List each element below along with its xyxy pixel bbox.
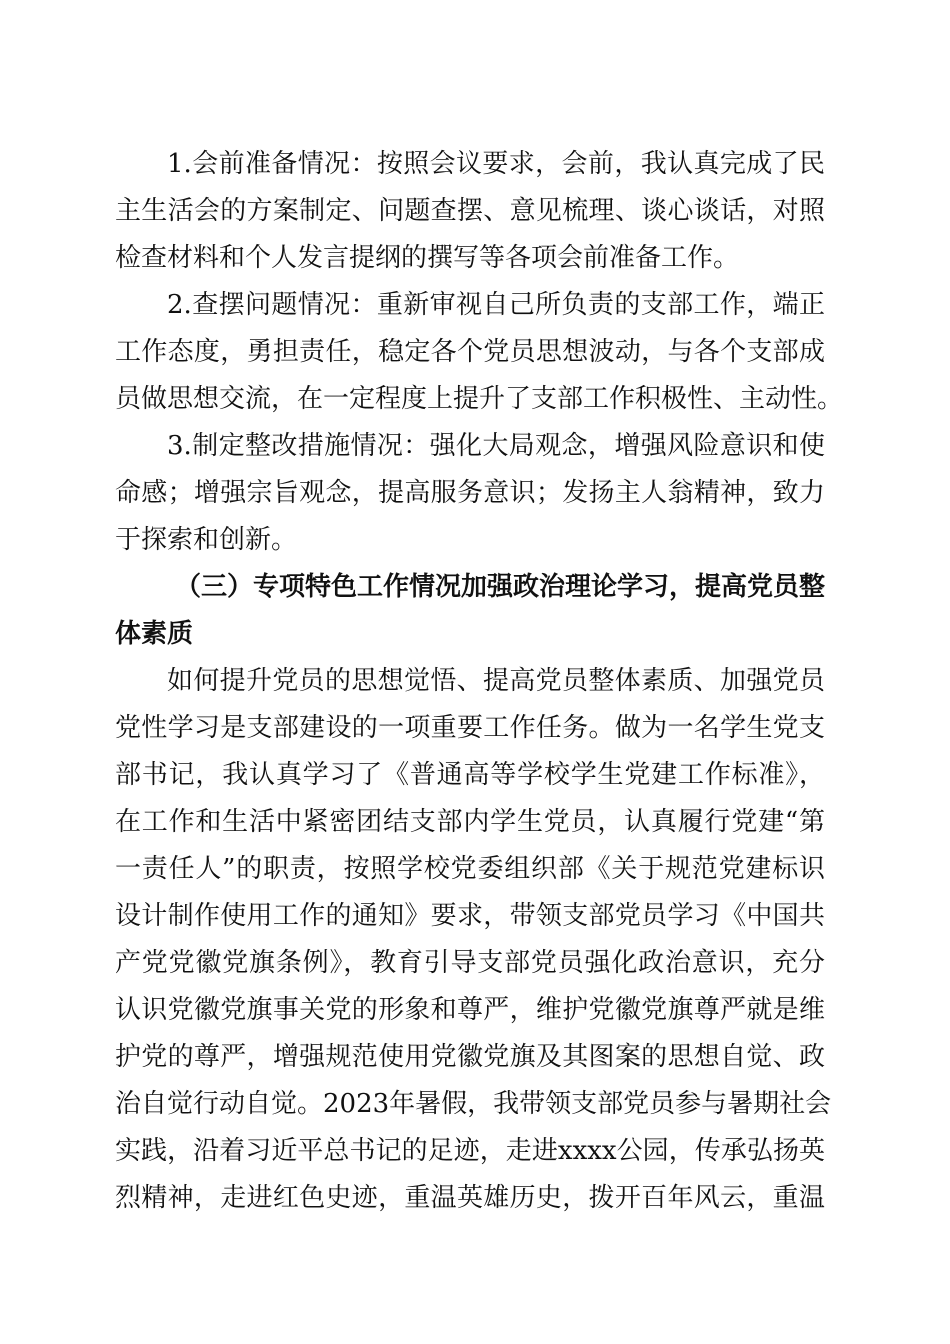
- text-line: 主生活会的方案制定、问题查摆、意见梳理、谈心谈话，对照: [115, 196, 825, 226]
- text-line: 员做思想交流，在一定程度上提升了支部工作积极性、主动性。: [115, 384, 844, 414]
- text-line: 产党党徽党旗条例》，教育引导支部党员强化政治意识，充分: [115, 948, 825, 978]
- text-line: 护党的尊严，增强规范使用党徽党旗及其图案的思想自觉、政: [115, 1042, 825, 1072]
- text-line: 工作态度，勇担责任，稳定各个党员思想波动，与各个支部成: [115, 337, 825, 367]
- text-line: 如何提升党员的思想觉悟、提高党员整体素质、加强党员: [167, 666, 825, 696]
- text-line: 在工作和生活中紧密团结支部内学生党员，认真履行党建“第: [115, 807, 825, 837]
- text-line: 烈精神，走进红色史迹，重温英雄历史，拨开百年风云，重温: [115, 1183, 825, 1213]
- text-line: 认识党徽党旗事关党的形象和尊严，维护党徽党旗尊严就是维: [115, 995, 825, 1025]
- text-line: 3.制定整改措施情况：强化大局观念，增强风险意识和使: [167, 431, 825, 461]
- text-line: 部书记，我认真学习了《普通高等学校学生党建工作标准》，: [115, 760, 825, 790]
- text-line: 实践，沿着习近平总书记的足迹，走进xxxx公园，传承弘扬英: [115, 1136, 825, 1166]
- text-line: 检查材料和个人发言提纲的撰写等各项会前准备工作。: [115, 243, 740, 273]
- text-line: 设计制作使用工作的通知》要求，带领支部党员学习《中国共: [115, 901, 825, 931]
- text-line: 治自觉行动自觉。2023年暑假，我带领支部党员参与暑期社会: [115, 1089, 832, 1119]
- text-line: 于探索和创新。: [115, 525, 298, 555]
- text-line: 党性学习是支部建设的一项重要工作任务。做为一名学生党支: [115, 713, 825, 743]
- section-heading: （三）专项特色工作情况加强政治理论学习，提高党员整: [175, 572, 826, 602]
- text-line: 2.查摆问题情况：重新审视自己所负责的支部工作，端正: [167, 290, 825, 320]
- text-line: 一责任人”的职责，按照学校党委组织部《关于规范党建标识: [115, 854, 825, 884]
- section-heading: 体素质: [115, 619, 194, 649]
- text-line: 命感；增强宗旨观念，提高服务意识；发扬主人翁精神，致力: [115, 478, 825, 508]
- text-line: 1.会前准备情况：按照会议要求，会前，我认真完成了民: [167, 149, 825, 179]
